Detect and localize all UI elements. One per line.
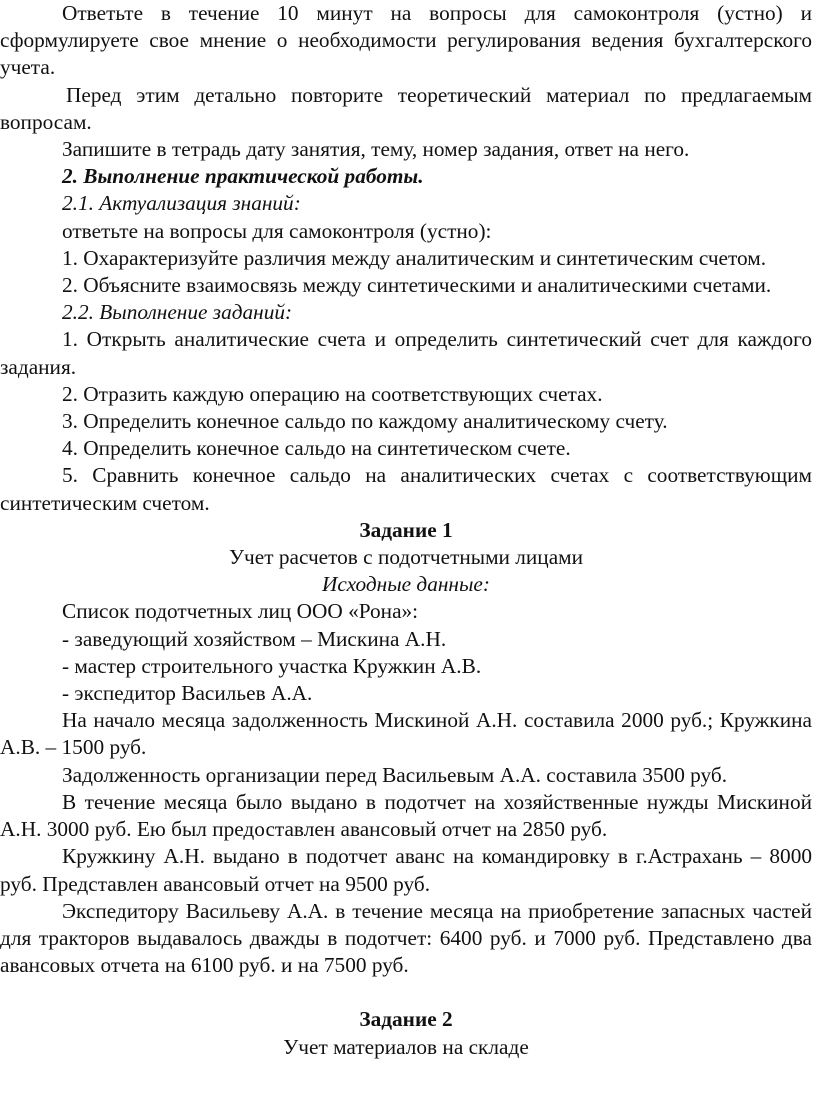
task-item: 3. Определить конечное сальдо по каждому аналитическому счету. (62, 409, 668, 434)
section-2-2-heading: 2.2. Выполнение заданий: (62, 300, 293, 325)
person-item: - мастер строительного участка Кружкин А.В. (62, 653, 482, 678)
intro-paragraph-2: Перед этим детально повторите теоретический материал по предлагаемым вопросам. (0, 82, 812, 134)
section-2-1-heading: 2.1. Актуализация знаний: (62, 191, 301, 216)
task-item: 5. Сравнить конечное сальдо на аналитических счетах с соответствующим синтетическим счетом. (0, 463, 812, 515)
person-item: - заведующий хозяйством – Мискина А.Н. (62, 626, 447, 651)
task-1-paragraph: Задолженность организации перед Васильевым А.А. составила 3500 руб. (62, 762, 728, 787)
task-1-title: Задание 1 (359, 517, 453, 542)
task-1-paragraph: Кружкину А.Н. выдано в подотчет аванс на командировку в г.Астрахань – 8000 руб. Представлен авансовый отчет на 9500 руб. (0, 844, 812, 896)
intro-paragraph-3: Запишите в тетрадь дату занятия, тему, номер задания, ответ на него. (62, 137, 690, 162)
task-1-list-lead: Список подотчетных лиц ООО «Рона»: (62, 599, 419, 624)
intro-paragraph-1: Ответьте в течение 10 минут на вопросы для самоконтроля (устно) и сформулируете свое мнение о необходимости регулирования ведения бухгалтерского учета. (0, 1, 812, 80)
task-1-paragraph: На начало месяца задолженность Мискиной А.Н. составила 2000 руб.; Кружкина А.В. – 1500 руб. (0, 708, 812, 760)
task-1-subtitle: Учет расчетов с подотчетными лицами (228, 545, 584, 570)
section-2-1-lead: ответьте на вопросы для самоконтроля (устно): (62, 218, 492, 243)
task-item: 2. Отразить каждую операцию на соответствующих счетах. (62, 381, 603, 406)
task-item: 1. Открыть аналитические счета и определить синтетический счет для каждого задания. (0, 327, 812, 379)
section-2-heading: 2. Выполнение практической работы. (62, 164, 424, 189)
person-item: - экспедитор Васильев А.А. (62, 681, 313, 706)
question-item: 1. Охарактеризуйте различия между аналитическим и синтетическим счетом. (62, 245, 767, 270)
task-1-paragraph: Экспедитору Васильеву А.А. в течение месяца на приобретение запасных частей для тракторов выдавалось дважды в подотчет: 6400 руб. и 7000 руб. Представлено два авансовых отчета на 6100 руб. и на 7500 руб. (0, 898, 812, 978)
task-1-paragraph: В течение месяца было выдано в подотчет на хозяйственные нужды Мискиной А.Н. 3000 руб. Ею был предоставлен авансовый отчет на 2850 руб. (0, 789, 812, 842)
question-item: 2. Объясните взаимосвязь между синтетическими и аналитическими счетами. (62, 273, 772, 298)
task-item: 4. Определить конечное сальдо на синтетическом счете. (62, 436, 571, 461)
task-2-title: Задание 2 (359, 1007, 453, 1032)
task-1-source-label: Исходные данные: (322, 572, 490, 597)
task-2-subtitle: Учет материалов на складе (283, 1034, 529, 1059)
